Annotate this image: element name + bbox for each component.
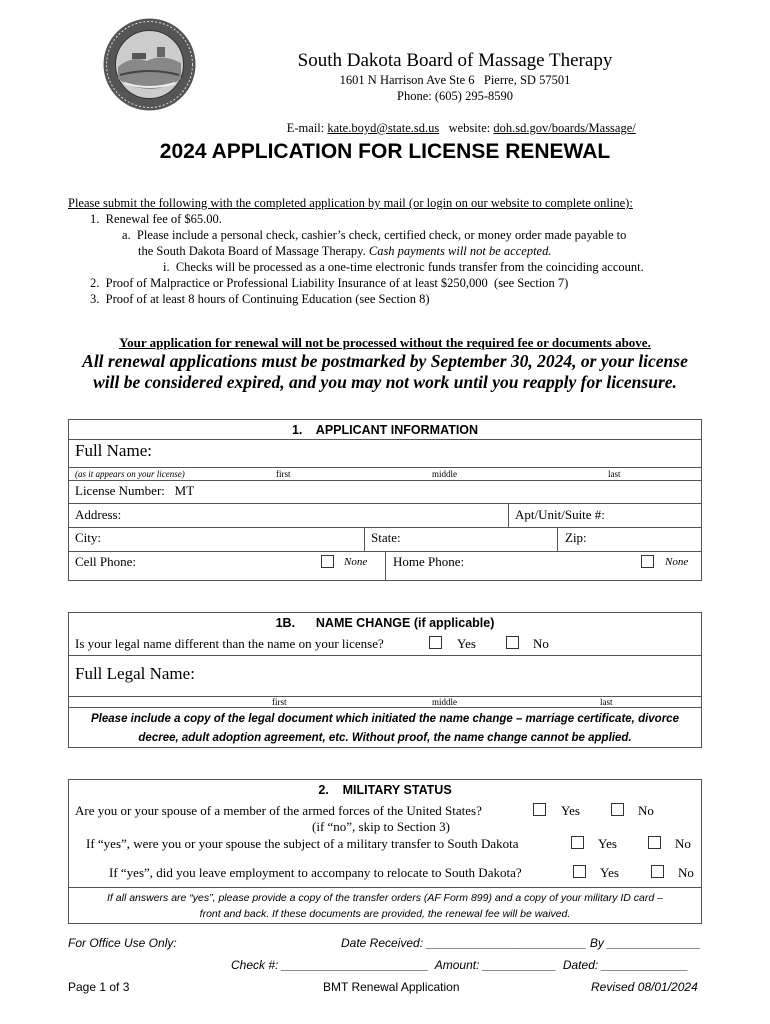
military-question-3: If “yes”, did you leave employment to accompany to relocate to South Dakota? bbox=[109, 865, 522, 880]
email-label: E-mail: bbox=[286, 121, 328, 135]
board-title: South Dakota Board of Massage Therapy bbox=[297, 50, 613, 71]
as-appears-note: (as it appears on your license) bbox=[75, 469, 185, 479]
military-note-2: front and back. If these documents are provided, the renewal fee will be waived. bbox=[199, 908, 571, 920]
instruction-item-2: 2. Proof of Malpractice or Professional Liability Insurance of at least $250,000 (see Section 7) bbox=[90, 276, 569, 290]
military-q1-no-label: No bbox=[638, 803, 654, 818]
last-name-caption: last bbox=[608, 469, 621, 479]
footer-title: BMT Renewal Application bbox=[323, 980, 460, 994]
military-q3-no-checkbox[interactable] bbox=[651, 865, 664, 878]
website-label: website: bbox=[439, 121, 494, 135]
apt-unit-label: Apt/Unit/Suite #: bbox=[515, 507, 605, 522]
name-change-yes-label: Yes bbox=[457, 636, 476, 651]
zip-label: Zip: bbox=[565, 530, 587, 545]
military-q3-no-label: No bbox=[678, 865, 694, 880]
email-link[interactable]: kate.boyd@state.sd.us bbox=[327, 121, 440, 135]
military-question-1: Are you or your spouse of a member of the armed forces of the United States? bbox=[75, 803, 482, 818]
cash-warning: Cash payments will not be accepted. bbox=[368, 244, 552, 258]
military-q3-yes-checkbox[interactable] bbox=[573, 865, 586, 878]
name-change-no-label: No bbox=[533, 636, 549, 651]
military-q1-no-checkbox[interactable] bbox=[611, 803, 624, 816]
home-phone-label: Home Phone: bbox=[393, 554, 465, 569]
state-seal-logo bbox=[102, 17, 197, 112]
military-q1-yes-checkbox[interactable] bbox=[533, 803, 546, 816]
instruction-item-1: 1. Renewal fee of $65.00. bbox=[90, 212, 222, 226]
section-1-heading: 1. APPLICANT INFORMATION bbox=[291, 423, 479, 437]
office-use-label: For Office Use Only: bbox=[68, 936, 177, 950]
home-phone-none-checkbox[interactable] bbox=[641, 555, 654, 568]
cell-phone-none-label: None bbox=[344, 556, 368, 568]
address-field[interactable] bbox=[130, 504, 505, 526]
instruction-item-1a-cont: the South Dakota Board of Massage Therapy. bbox=[138, 244, 369, 258]
date-received-line: Date Received: ________________________ By ______________ bbox=[341, 936, 701, 950]
military-q1-yes-label: Yes bbox=[561, 803, 580, 818]
check-amount-dated-line: Check #: ______________________ Amount: ___________ Dated: _____________ bbox=[231, 958, 689, 972]
instruction-item-1ai: i. Checks will be processed as a one-time electronic funds transfer from the coinciding account. bbox=[163, 260, 644, 274]
processing-warning: Your application for renewal will not be processed without the required fee or documents above. bbox=[119, 335, 651, 350]
name-change-question: Is your legal name different than the name on your license? bbox=[75, 636, 384, 651]
section-1b-heading: 1B. NAME CHANGE (if applicable) bbox=[275, 616, 495, 630]
website-link[interactable]: doh.sd.gov/boards/Massage/ bbox=[493, 121, 636, 135]
legal-last-caption: last bbox=[600, 697, 613, 707]
board-phone: Phone: (605) 295-8590 bbox=[397, 89, 513, 103]
military-q2-yes-checkbox[interactable] bbox=[571, 836, 584, 849]
military-q3-yes-label: Yes bbox=[600, 865, 619, 880]
full-legal-name-field[interactable] bbox=[210, 658, 700, 694]
military-q2-no-label: No bbox=[675, 836, 691, 851]
name-change-note-1: Please include a copy of the legal document which initiated the name change – marriage certificate, divorce bbox=[91, 713, 679, 725]
military-q2-yes-label: Yes bbox=[598, 836, 617, 851]
revision-date: Revised 08/01/2024 bbox=[591, 980, 698, 994]
legal-first-caption: first bbox=[272, 697, 287, 707]
military-skip-note: (if “no”, skip to Section 3) bbox=[312, 819, 450, 834]
document-title: 2024 APPLICATION FOR LICENSE RENEWAL bbox=[159, 140, 611, 163]
first-name-caption: first bbox=[276, 469, 291, 479]
deadline-warning-2: will be considered expired, and you may not work until you reapply for licensure. bbox=[93, 372, 677, 392]
section-2-heading: 2. MILITARY STATUS bbox=[318, 783, 452, 797]
cell-phone-label: Cell Phone: bbox=[75, 554, 137, 569]
home-phone-none-label: None bbox=[665, 556, 689, 568]
city-label: City: bbox=[75, 530, 102, 545]
middle-name-caption: middle bbox=[432, 469, 457, 479]
instruction-item-1a: a. Please include a personal check, cashier’s check, certified check, or money order made payable to bbox=[122, 228, 627, 242]
name-change-yes-checkbox[interactable] bbox=[429, 636, 442, 649]
license-number-field[interactable] bbox=[210, 482, 700, 502]
board-address: 1601 N Harrison Ave Ste 6 Pierre, SD 57501 bbox=[339, 73, 571, 87]
legal-middle-caption: middle bbox=[432, 697, 457, 707]
cell-phone-none-checkbox[interactable] bbox=[321, 555, 334, 568]
name-change-no-checkbox[interactable] bbox=[506, 636, 519, 649]
name-change-note-2: decree, adult adoption agreement, etc. Without proof, the name change cannot be applied. bbox=[138, 732, 632, 744]
military-note-1: If all answers are “yes”, please provide a copy of the transfer orders (AF Form 899) and a copy of your military ID card – bbox=[107, 892, 663, 904]
license-number-label: License Number: MT bbox=[75, 483, 195, 498]
military-q2-no-checkbox[interactable] bbox=[648, 836, 661, 849]
military-question-2: If “yes”, were you or your spouse the subject of a military transfer to South Dakota bbox=[86, 836, 519, 851]
instruction-item-3: 3. Proof of at least 8 hours of Continuing Education (see Section 8) bbox=[90, 292, 430, 306]
instructions-intro: Please submit the following with the completed application by mail (or login on our website to complete online): bbox=[68, 196, 633, 210]
state-label: State: bbox=[371, 530, 401, 545]
full-name-field[interactable] bbox=[170, 441, 700, 466]
deadline-warning-1: All renewal applications must be postmarked by September 30, 2024, or your license bbox=[82, 351, 688, 371]
page-number: Page 1 of 3 bbox=[68, 980, 130, 994]
full-name-label: Full Name: bbox=[75, 441, 152, 460]
city-field[interactable] bbox=[110, 528, 360, 550]
address-label: Address: bbox=[75, 507, 122, 522]
full-legal-name-label: Full Legal Name: bbox=[75, 664, 195, 683]
